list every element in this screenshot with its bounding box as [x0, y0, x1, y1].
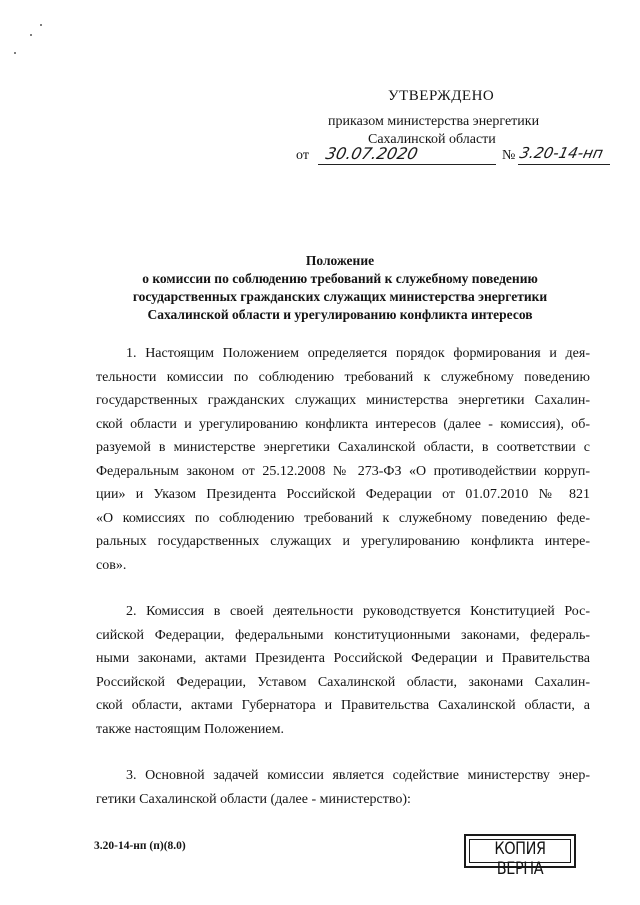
text-line: 2. Комиссия в своей деятельности руководствуется Конституцией Рос-	[126, 604, 590, 619]
approval-title: УТВЕРЖДЕНО	[388, 88, 495, 104]
text-line: 3. Основной задачей комиссии является содействие министерству энер-	[126, 768, 590, 783]
text-line: ской области, актами Губернатора и Правительства Сахалинской области, а	[96, 698, 590, 713]
text-line: ской области и урегулированию конфликта интересов (далее - комиссия), об-	[96, 416, 590, 432]
date-prefix: от	[296, 148, 309, 163]
handwritten-date: 30.07.2020	[323, 144, 420, 163]
scan-speck	[40, 24, 42, 26]
approval-region-line: Сахалинской области	[368, 132, 496, 147]
text-line: Российской Федерации, Уставом Сахалинской области, законами Сахалин-	[96, 674, 590, 690]
text-line: Федеральным законом от 25.12.2008 № 273-ФЗ «О противодействии корруп-	[96, 463, 590, 479]
number-prefix: №	[502, 148, 516, 163]
text-line: 1. Настоящим Положением определяется порядок формирования и дея-	[126, 346, 590, 361]
text-line: ными законами, актами Президента Российской Федерации и Правительства	[96, 651, 590, 666]
number-underline	[518, 164, 610, 165]
text-line: государственных гражданских служащих министерства энергетики Сахалин-	[96, 393, 590, 408]
approval-order-line: приказом министерства энергетики	[328, 114, 540, 129]
document-code: 3.20-14-нп (п)(8.0)	[94, 840, 186, 852]
text-line: также настоящим Положением.	[96, 721, 284, 737]
text-line: тельности комиссии по соблюдению требований к служебному поведению	[96, 369, 590, 385]
document-heading	[90, 252, 590, 324]
heading-line-1: Положение	[305, 253, 375, 268]
text-line: ции» и Указом Президента Российской Федерации от 01.07.2010 № 821	[96, 487, 590, 502]
approval-date-number	[296, 146, 606, 168]
stamp-text: КОПИЯ ВЕРНА	[494, 839, 546, 879]
heading-line-3: государственных гражданских служащих министерства энергетики	[132, 289, 548, 304]
text-line: сов».	[96, 557, 127, 573]
text-line: гетики Сахалинской области (далее - министерство):	[96, 791, 411, 807]
text-line: сийской Федерации, федеральными конституционными законами, федераль-	[96, 627, 590, 643]
heading-line-4: Сахалинской области и урегулированию конфликта интересов	[147, 307, 533, 322]
paragraph-2	[96, 600, 590, 741]
scan-speck	[14, 52, 16, 54]
handwritten-number: 3.20-14-нп	[518, 144, 605, 162]
copy-certified-stamp	[464, 834, 576, 879]
text-line: ральных государственных служащих и урегулированию конфликта интере-	[96, 534, 590, 549]
paragraph-1	[96, 342, 590, 577]
text-line: разуемой в министерстве энергетики Сахалинской области, в соответствии с	[96, 440, 590, 455]
date-underline	[318, 164, 496, 165]
paragraph-3	[96, 764, 590, 811]
text-line: «О комиссиях по соблюдению требований к служебному поведению феде-	[96, 510, 590, 526]
heading-line-2: о комиссии по соблюдению требований к служебному поведению	[142, 271, 538, 286]
scan-speck	[30, 34, 32, 36]
